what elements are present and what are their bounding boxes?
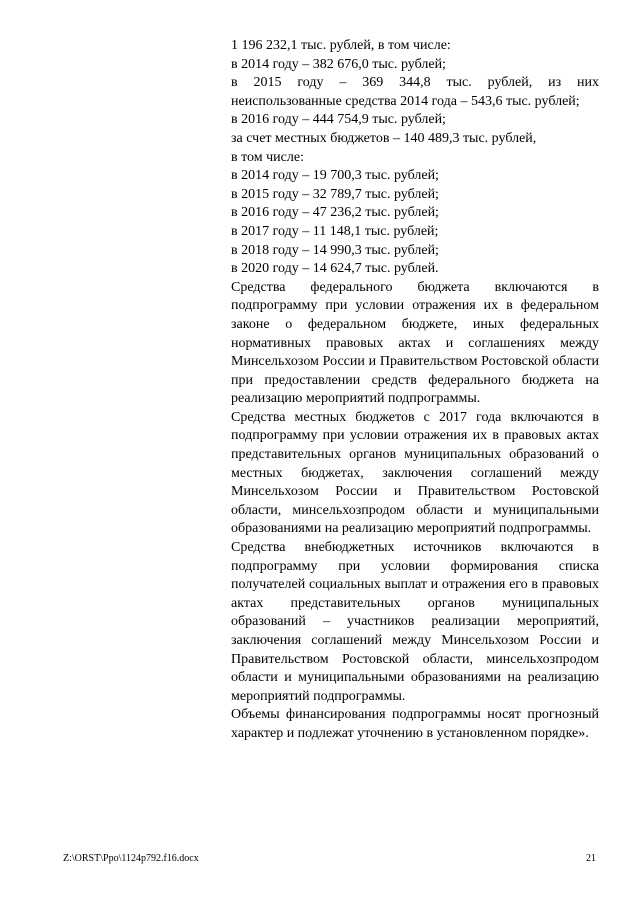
text-line-including: в том числе: [231,149,304,165]
paragraph-extrabudgetary: Средства внебюджетных источников включаются в подпрограмму при условии формирования списка получателей социальных выплат и отражения его в правовых актах представительных органов муниципальных образований – участников реализации мероприятий, заключения соглашений между Минсельхозом России и Правительством Ростовской области, минсельхозпродом области и муниципальными образованиями на реализацию мероприятий подпрограммы. [231,540,599,704]
text-line-local-2017: в 2017 году – 11 148,1 тыс. рублей; [231,223,439,239]
text-line-local-2016: в 2016 году – 47 236,2 тыс. рублей; [231,205,439,221]
text-line-total: 1 196 232,1 тыс. рублей, в том числе: [231,38,451,53]
paragraph-financing-volumes: Объемы финансирования подпрограммы носят прогнозный характер и подлежат уточнению в установленном порядке». [231,707,599,741]
paragraph-federal-budget: Средства федерального бюджета включаются в подпрограмму при условии отражения их в федеральном законе о федеральном бюджете, иных федеральных нормативных правовых актах и соглашениях между Минсельхозом России и Правительством Ростовской области при предоставлении средств федерального бюджета на реализацию мероприятий подпрограммы. [231,279,599,407]
text-line-2014: в 2014 году – 382 676,0 тыс. рублей; [231,56,446,72]
text-line-local-2020: в 2020 году – 14 624,7 тыс. рублей. [231,261,439,277]
text-paragraph-2015: в 2015 году – 369 344,8 тыс. рублей, из них неиспользованные средства 2014 года – 543,6 тыс. рублей; [231,75,599,109]
paragraph-local-budgets: Средства местных бюджетов с 2017 года включаются в подпрограмму при условии отражения их в правовых актах представительных органов муниципальных образований о местных бюджетах, заключения соглашений между Минсельхозом России и Правительством Ростовской области, минсельхозпродом области и муниципальными образованиями на реализацию мероприятий подпрограммы. [231,409,599,537]
text-line-local-2018: в 2018 году – 14 990,3 тыс. рублей; [231,242,439,258]
document-body [231,37,599,744]
footer-file-path: Z:\ORST\Ppo\1124p792.f16.docx [63,853,199,864]
footer-page-number: 21 [586,853,596,864]
text-line-local-2014: в 2014 году – 19 700,3 тыс. рублей; [231,168,439,184]
text-line-2016: в 2016 году – 444 754,9 тыс. рублей; [231,112,446,128]
text-line-local-budgets: за счет местных бюджетов – 140 489,3 тыс. рублей, [231,130,537,146]
text-line-local-2015: в 2015 году – 32 789,7 тыс. рублей; [231,186,439,202]
